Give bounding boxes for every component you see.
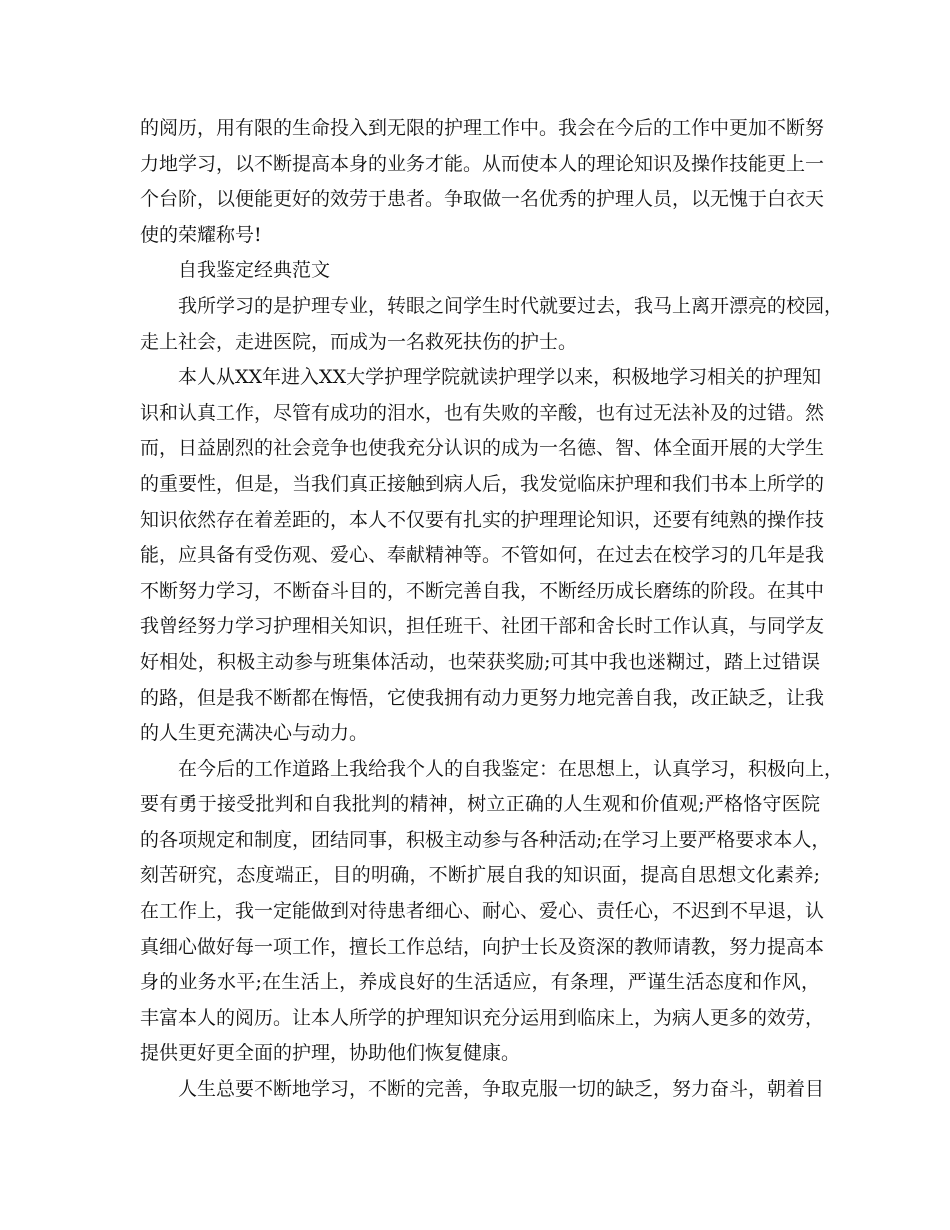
text-line: 使的荣耀称号! xyxy=(140,223,262,246)
text-line: 识和认真工作，尽管有成功的泪水，也有失败的辛酸，也有过无法补及的过错。然 xyxy=(140,401,825,424)
text-line: 在今后的工作道路上我给我个人的自我鉴定：在思想上，认真学习，积极向上， xyxy=(178,757,844,780)
document-page xyxy=(140,111,844,1108)
text-line: 刻苦研究，态度端正，目的明确，不断扩展自我的知识面，提高自思想文化素养; xyxy=(140,864,820,887)
text-line: 本人从XX年进入XX大学护理学院就读护理学以来，积极地学习相关的护理知 xyxy=(178,366,822,389)
text-line: 能，应具备有受伤观、爱心、奉献精神等。不管如何，在过去在校学习的几年是我 xyxy=(140,544,825,567)
text-line: 个台阶，以便能更好的效劳于患者。争取做一名优秀的护理人员，以无愧于白衣天 xyxy=(140,188,825,211)
text-line: 走上社会，走进医院，而成为一名救死扶伤的护士。 xyxy=(140,330,578,353)
text-line: 的各项规定和制度，团结同事，积极主动参与各种活动;在学习上要严格要求本人， xyxy=(140,828,831,851)
paragraph xyxy=(140,1072,825,1108)
text-line: 丰富本人的阅历。让本人所学的护理知识充分运用到临床上，为病人更多的效劳， xyxy=(140,1006,825,1029)
paragraph xyxy=(140,752,844,1072)
text-line: 真细心做好每一项工作，擅长工作总结，向护士长及资深的教师请教，努力提高本 xyxy=(140,935,825,958)
text-line: 的人生更充满决心与动力。 xyxy=(140,722,369,745)
text-line: 知识依然存在着差距的，本人不仅要有扎实的护理理论知识，还要有纯熟的操作技 xyxy=(140,508,825,531)
text-line: 力地学习，以不断提高本身的业务才能。从而使本人的理论知识及操作技能更上一 xyxy=(140,152,825,175)
text-line: 提供更好更全面的护理，协助他们恢复健康。 xyxy=(140,1042,521,1065)
text-line: 的阅历，用有限的生命投入到无限的护理工作中。我会在今后的工作中更加不断努 xyxy=(140,117,825,139)
paragraph xyxy=(140,360,825,752)
text-line: 我所学习的是护理专业，转眼之间学生时代就要过去，我马上离开漂亮的校园， xyxy=(178,294,844,317)
text-line: 我曾经努力学习护理相关知识，担任班干、社团干部和舍长时工作认真，与同学友 xyxy=(140,615,825,638)
text-line: 好相处，积极主动参与班集体活动，也荣获奖励;可其中我也迷糊过，踏上过错误 xyxy=(140,650,820,673)
text-line: 的路，但是我不断都在悔悟，它使我拥有动力更努力地完善自我，改正缺乏，让我 xyxy=(140,686,825,709)
paragraph xyxy=(140,111,825,253)
text-line: 的重要性，但是，当我们真正接触到病人后，我发觉临床护理和我们书本上所学的 xyxy=(140,472,825,495)
text-line: 不断努力学习，不断奋斗目的，不断完善自我，不断经历成长磨练的阶段。在其中 xyxy=(140,579,825,602)
text-line: 而，日益剧烈的社会竞争也使我充分认识的成为一名德、智、体全面开展的大学生 xyxy=(140,437,825,460)
text-line: 人生总要不断地学习，不断的完善，争取克服一切的缺乏，努力奋斗，朝着目 xyxy=(178,1078,825,1101)
section-heading xyxy=(140,253,820,289)
text-line: 要有勇于接受批判和自我批判的精神，树立正确的人生观和价值观;严格恪守医院 xyxy=(140,793,820,816)
text-line: 自我鉴定经典范文 xyxy=(178,259,331,282)
paragraph xyxy=(140,289,844,360)
text-line: 在工作上，我一定能做到对待患者细心、耐心、爱心、责任心，不迟到不早退，认 xyxy=(140,900,825,923)
text-line: 身的业务水平;在生活上，养成良好的生活适应，有条理，严谨生活态度和作风， xyxy=(140,971,820,994)
